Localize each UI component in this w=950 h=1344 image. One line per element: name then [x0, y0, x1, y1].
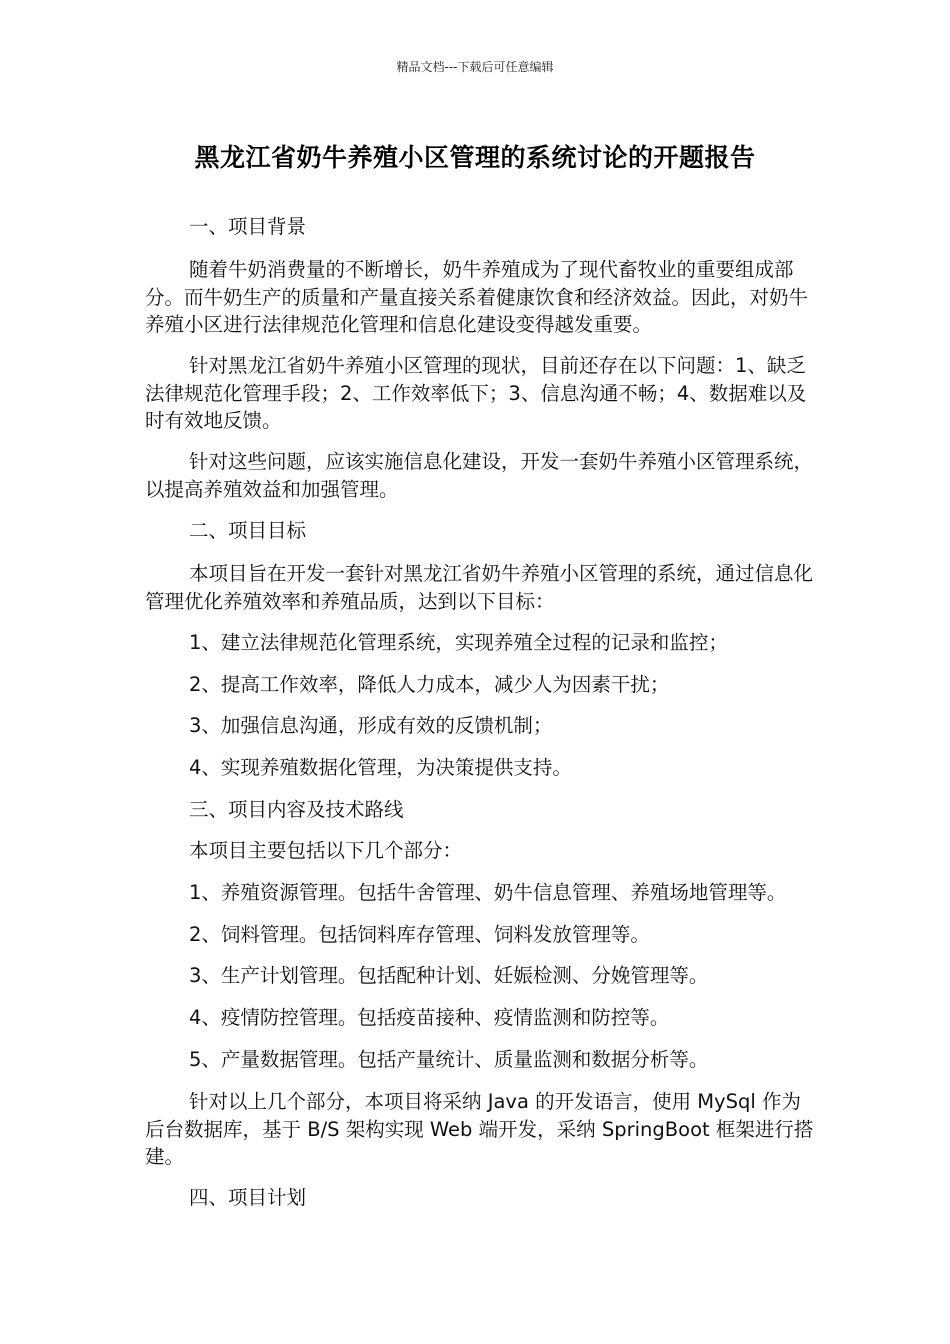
document-title: 黑龙江省奶牛养殖小区管理的系统讨论的开题报告: [194, 143, 756, 172]
section-4-heading: 四、项目计划: [189, 1186, 307, 1209]
list-item: 1、养殖资源管理。包括牛舍管理、奶牛信息管理、养殖场地管理等。: [189, 881, 787, 904]
list-item: 1、建立法律规范化管理系统，实现养殖全过程的记录和监控；: [189, 631, 728, 654]
list-item: 4、实现养殖数据化管理，为决策提供支持。: [189, 756, 572, 779]
section-1-paragraph-1: 随着牛奶消费量的不断增长，奶牛养殖成为了现代畜牧业的重要组成部分。而牛奶生产的质量和产量直接关系着健康饮食和经济效益。因此，对奶牛养殖小区进行法律规范化管理和信息化建设变得越发重要。: [145, 258, 809, 336]
section-3-heading: 三、项目内容及技术路线: [189, 798, 404, 821]
section-3-intro: 本项目主要包括以下几个部分：: [189, 839, 463, 862]
section-3-paragraph-2: 针对以上几个部分，本项目将采纳 Java 的开发语言，使用 MySql 作为后台数据库，基于 B/S 架构实现 Web 端开发，采纳 SpringBoot 框架进行搭建。: [145, 1090, 814, 1168]
list-item: 2、饲料管理。包括饲料库存管理、饲料发放管理等。: [189, 923, 650, 946]
section-1-paragraph-2: 针对黑龙江省奶牛养殖小区管理的现状，目前还存在以下问题：1、缺乏法律规范化管理手段；2、工作效率低下；3、信息沟通不畅；4、数据难以及时有效地反馈。: [145, 354, 807, 432]
header-note: 精品文档---下载后可任意编辑: [396, 60, 554, 74]
section-2-heading: 二、项目目标: [189, 519, 307, 542]
list-item: 3、生产计划管理。包括配种计划、妊娠检测、分娩管理等。: [189, 964, 709, 987]
list-item: 3、加强信息沟通，形成有效的反馈机制；: [189, 714, 553, 737]
section-1-heading: 一、项目背景: [189, 215, 307, 238]
list-item: 5、产量数据管理。包括产量统计、质量监测和数据分析等。: [189, 1048, 709, 1071]
section-1-paragraph-3: 针对这些问题，应该实施信息化建设，开发一套奶牛养殖小区管理系统，以提高养殖效益和加强管理。: [145, 450, 814, 501]
list-item: 4、疫情防控管理。包括疫苗接种、疫情监测和防控等。: [189, 1006, 670, 1029]
section-2-paragraph-1: 本项目旨在开发一套针对黑龙江省奶牛养殖小区管理的系统，通过信息化管理优化养殖效率和养殖品质，达到以下目标：: [145, 562, 814, 613]
list-item: 2、提高工作效率，降低人力成本，减少人为因素干扰；: [189, 673, 670, 696]
